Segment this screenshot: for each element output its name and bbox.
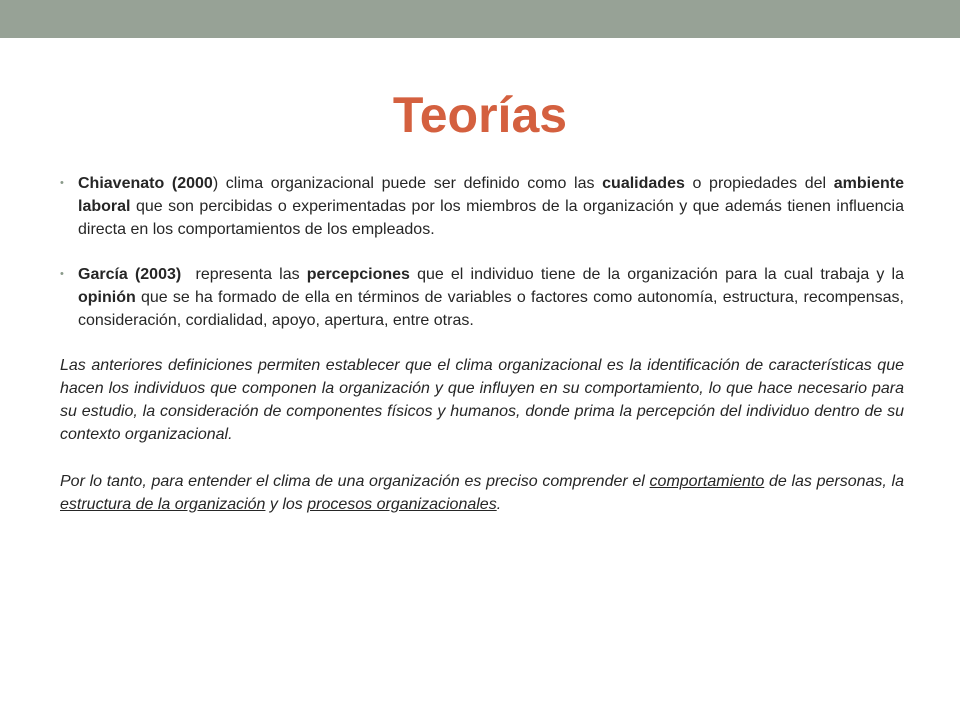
text-segment: o propiedades del (684, 175, 834, 192)
text-segment: de las personas, la (764, 473, 904, 490)
text-segment: que el individuo tiene de la organización para la cual trabaja y la (409, 266, 905, 283)
keyword-cualidades: cualidades (602, 175, 685, 192)
bullet-icon: • (60, 177, 64, 189)
text-segment: . (496, 496, 502, 513)
header-bar (0, 0, 960, 38)
paragraph-definitions: Las anteriores definiciones permiten establecer que el clima organizacional es la identificación de características que hacen los individuos que componen la organización y que influyen en su comportamiento, lo que hace necesario para su estudio, la consideración de componentes físicos y humanos, donde prima la percepción del individuo dentro de su contexto organizacional. (60, 357, 904, 443)
text-segment: ) clima organizacional puede ser definido como las (212, 175, 603, 192)
bullet-icon: • (60, 268, 64, 280)
author-chiavenato: Chiavenato (2000 (78, 175, 213, 192)
keyword-percepciones: percepciones (306, 266, 410, 283)
author-garcia: García (2003) (78, 266, 182, 283)
underlined-estructura: estructura de la organización (60, 496, 266, 513)
keyword-ambiente-laboral: ambiente laboral (78, 175, 905, 215)
underlined-procesos: procesos organizacionales (307, 496, 497, 513)
underlined-comportamiento: comportamiento (649, 473, 765, 490)
text-segment: y los (265, 496, 308, 513)
text-segment: Por lo tanto, para entender el clima de una organización es preciso comprender el (60, 473, 650, 490)
text-segment: representa las (181, 266, 307, 283)
bullet-chiavenato (60, 172, 904, 241)
slide-content (60, 172, 904, 540)
text-segment: que son percibidas o experimentadas por los miembros de la organización y que además tienen influencia directa en los comportamientos de los empleados. (78, 198, 904, 238)
text-segment: que se ha formado de ella en términos de variables o factores como autonomía, estructura, recompensas, consideración, cordialidad, apoyo, apertura, entre otras. (78, 289, 904, 329)
slide-title: Teorías (392, 87, 568, 143)
paragraph-conclusion (60, 470, 904, 516)
bullet-garcia (60, 263, 904, 332)
keyword-opinion: opinión (78, 289, 136, 306)
